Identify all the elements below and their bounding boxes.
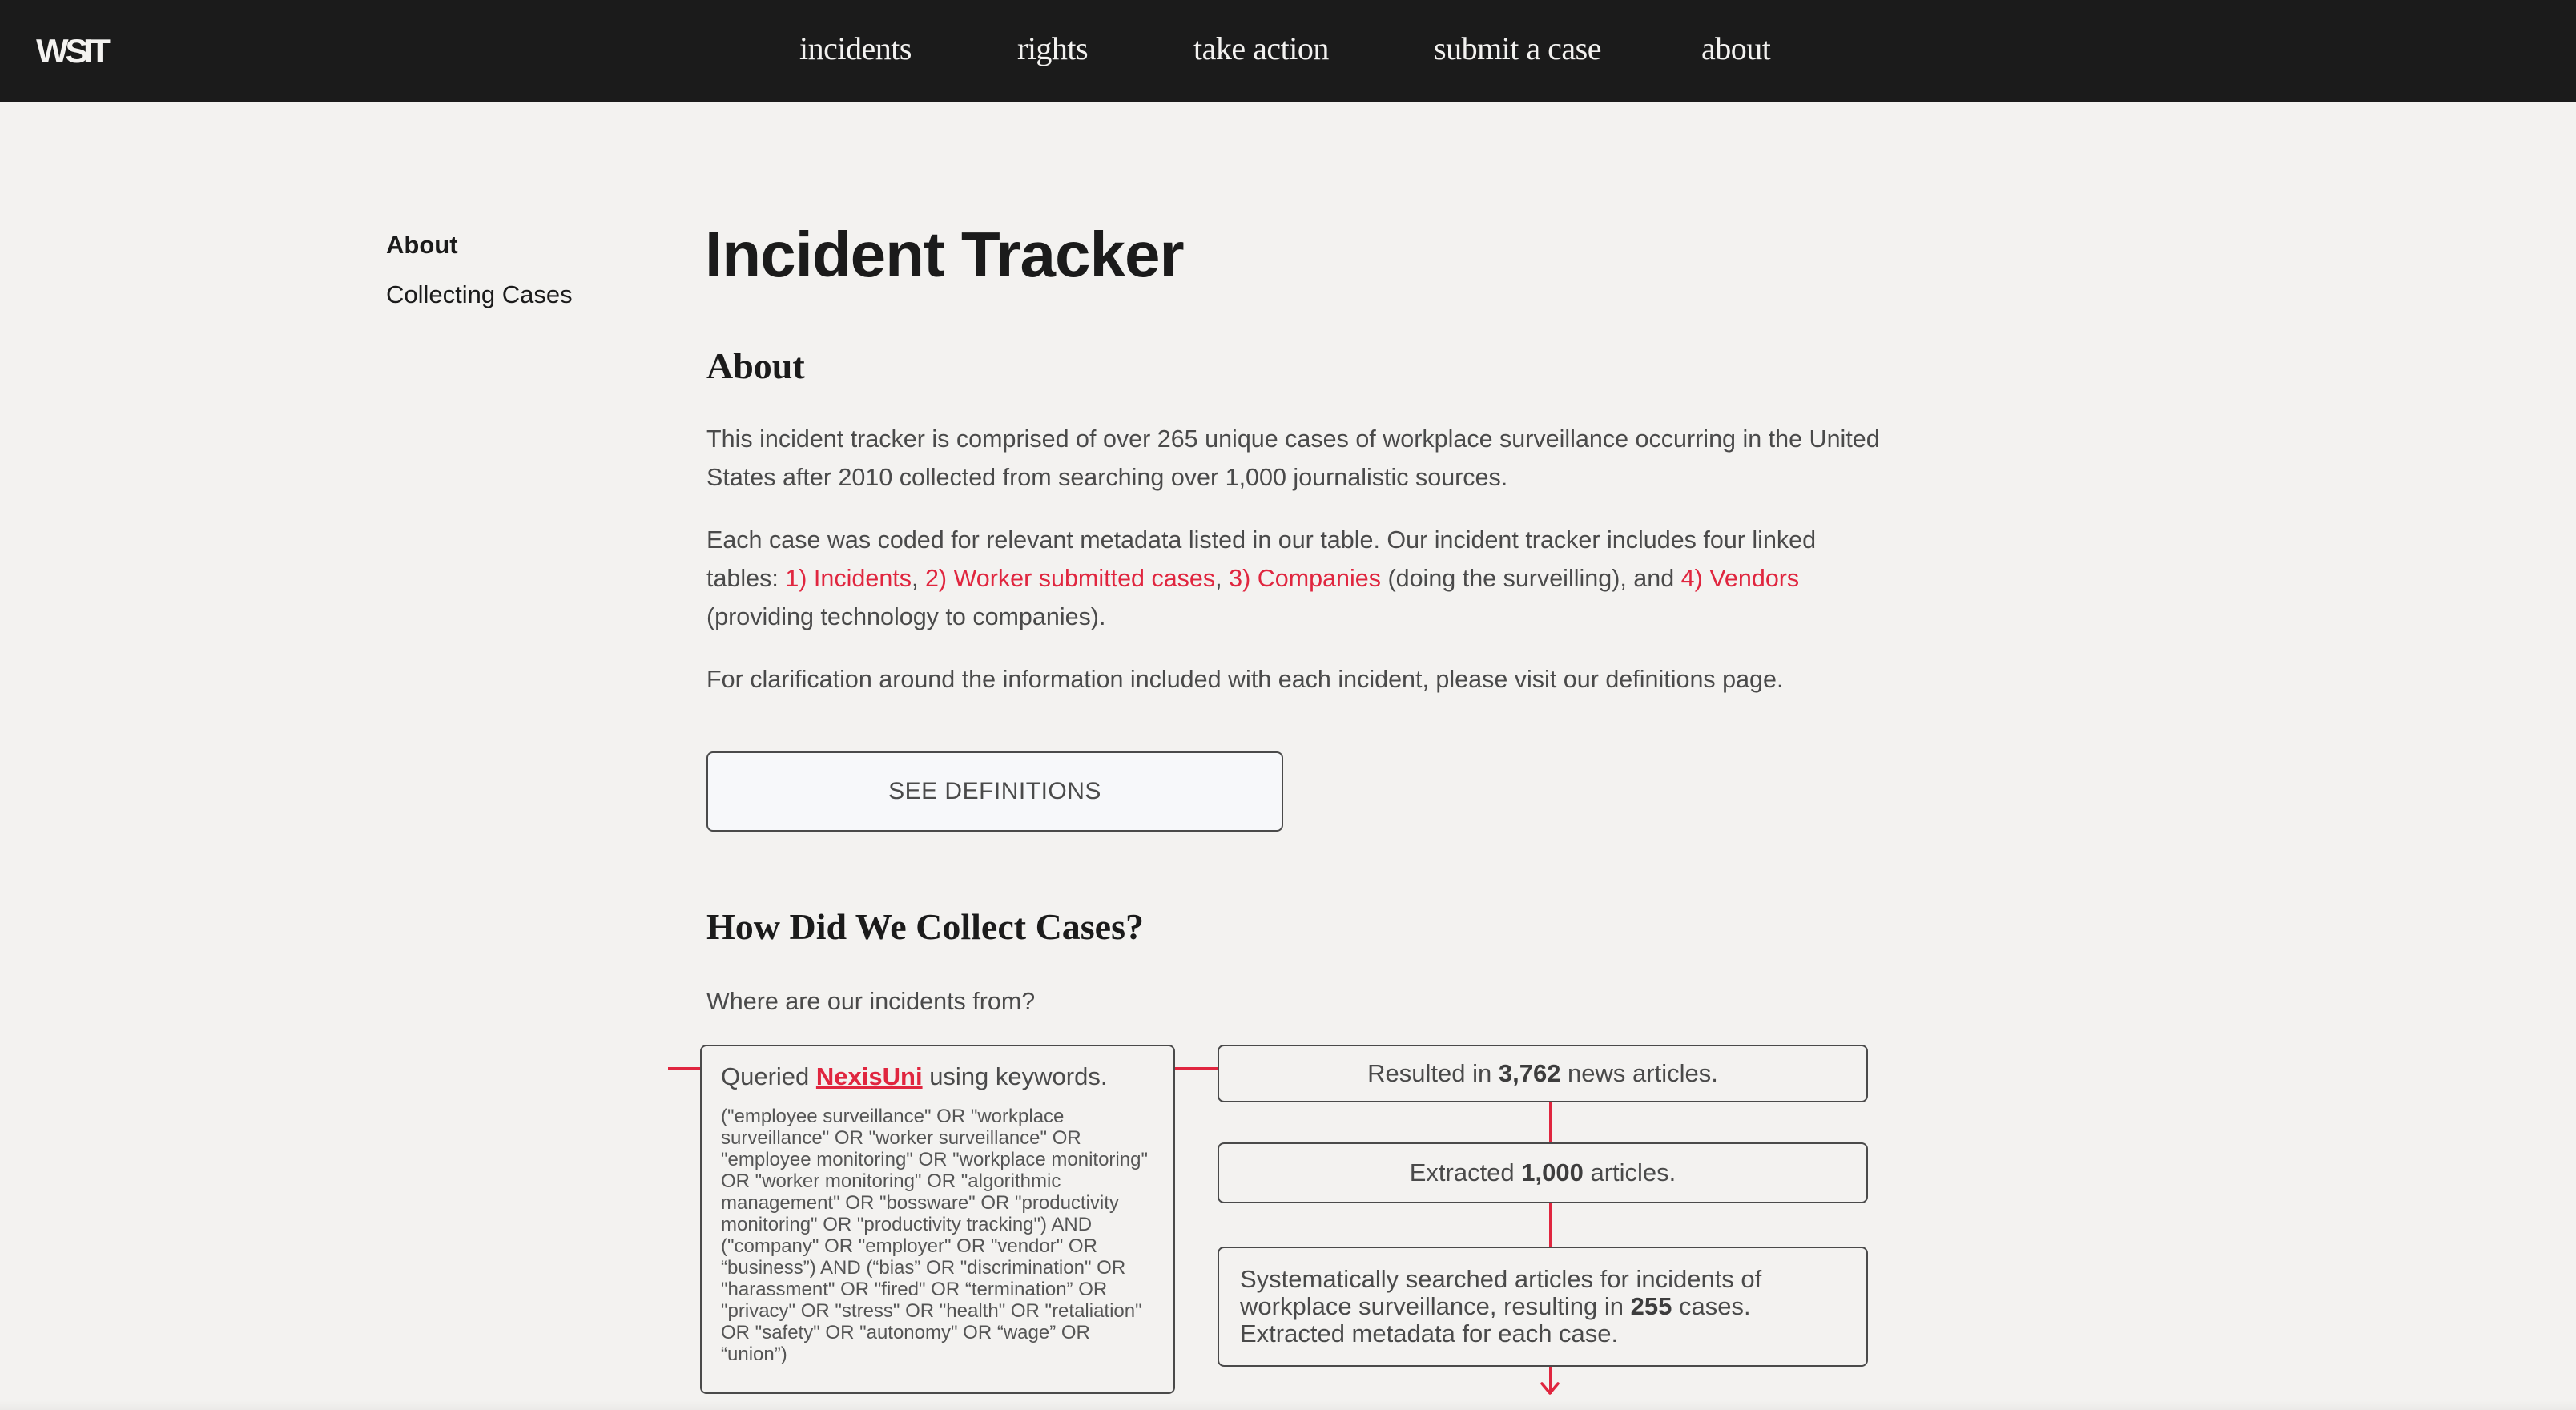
query-text-before: Queried (721, 1062, 816, 1090)
p2-sep-2: , (1215, 565, 1230, 592)
p2-text-after: (providing technology to companies). (706, 603, 1106, 630)
nexisuni-link[interactable]: NexisUni (815, 1062, 923, 1090)
query-keywords: ("employee surveillance" OR "workplace surveillance" OR "worker surveillance" OR "employee monitoring" OR "workplace monitoring" OR "worker monitoring" OR "algorithmic management" OR "bossware" OR "productivity monitoring" OR "productivity tracking") AND ("company" OR "employer" OR "vendor" OR “business”) AND (“bias” OR "discrimination" OR "harassment" OR "fired" OR “termination” OR "privacy" OR "stress" OR "health" OR "retaliation" OR "safety" OR "autonomy" OR “wage” OR “union”) (721, 1106, 1148, 1365)
about-heading: About (706, 345, 805, 386)
step-1-text: Resulted in 3,762 news articles. (1367, 1059, 1718, 1087)
nav-submit-a-case[interactable]: submit a case (1434, 30, 1601, 66)
p2-text-before: Each case was coded for relevant metadata listed in our table. Our incident tracker includes four linked tables: (706, 526, 1817, 592)
step-extracted-box (1218, 1142, 1868, 1203)
link-worker-submitted-cases[interactable]: 2) Worker submitted cases (924, 565, 1216, 592)
query-text-after: using keywords. (922, 1062, 1108, 1090)
connector-line-query-to-results (1175, 1067, 1218, 1070)
page-bottom-edge (0, 1400, 2576, 1410)
query-box (700, 1045, 1175, 1394)
connector-line-1 (1549, 1102, 1552, 1142)
see-definitions-button[interactable]: SEE DEFINITIONS (706, 751, 1283, 832)
top-nav-bar (0, 0, 2576, 102)
step-searched-box (1218, 1247, 1868, 1367)
site-logo[interactable]: WSIT (36, 32, 107, 70)
step-results-box (1218, 1045, 1868, 1102)
step-2-text: Extracted 1,000 articles. (1409, 1158, 1676, 1186)
query-heading (721, 1061, 1154, 1093)
nav-about[interactable]: about (1701, 30, 1771, 66)
sidebar-item-about[interactable]: About (386, 231, 458, 259)
step-3-text: Systematically searched articles for incidents of workplace surveillance, resulting in 255 cases. Extracted metadata for each case. (1240, 1265, 1762, 1348)
about-paragraph-2 (706, 521, 1892, 636)
page-title: Incident Tracker (705, 219, 1184, 290)
p2-text-mid: (doing the surveilling), and (1380, 565, 1681, 592)
nav-incidents[interactable]: incidents (799, 30, 912, 66)
nav-take-action[interactable]: take action (1193, 30, 1329, 66)
collect-heading: How Did We Collect Cases? (706, 906, 1145, 947)
link-incidents[interactable]: 1) Incidents (785, 565, 912, 592)
connector-line-2 (1549, 1203, 1552, 1247)
link-vendors[interactable]: 4) Vendors (1680, 565, 1800, 592)
sidebar-item-collecting-cases[interactable]: Collecting Cases (386, 280, 573, 308)
connector-line-left (668, 1067, 702, 1070)
collect-subheading: Where are our incidents from? (706, 988, 1036, 1015)
nav-rights[interactable]: rights (1017, 30, 1089, 66)
about-paragraph-1: This incident tracker is comprised of over 265 unique cases of workplace surveillance occurring in the United States after 2010 collected from searching over 1,000 journalistic sources. (706, 425, 1880, 491)
arrow-down-icon (1539, 1374, 1561, 1396)
about-paragraph-3: For clarification around the information included with each incident, please visit our definitions page. (706, 666, 1784, 693)
p2-sep-1: , (912, 565, 925, 592)
main-nav (0, 0, 2576, 102)
link-companies[interactable]: 3) Companies (1229, 565, 1381, 592)
